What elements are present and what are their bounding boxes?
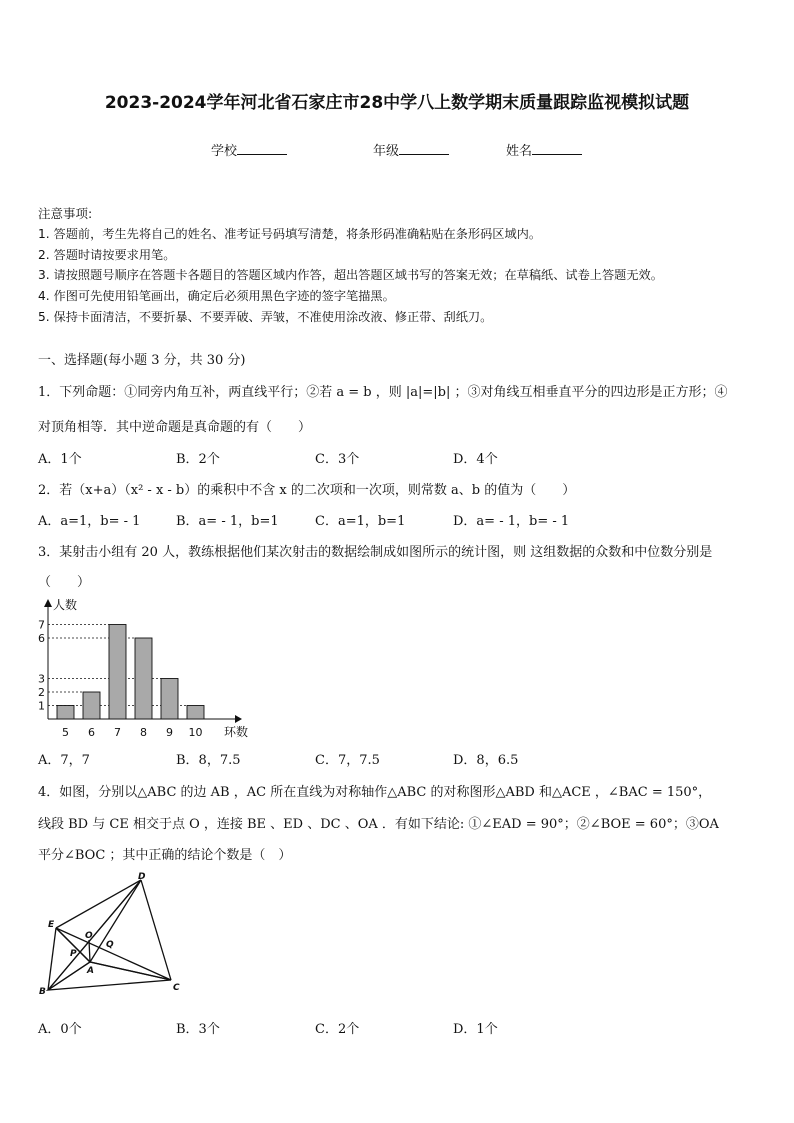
q1-stem: 1．下列命题：①同旁内角互补，两直线平行；②若 a = b ，则 |a|=|b| ；③对角线互相垂直平分的四边形是正方形；④ bbox=[38, 385, 728, 400]
y-axis-arrow bbox=[44, 599, 52, 607]
q3-option-a: A．7，7 bbox=[38, 753, 90, 768]
grade-field bbox=[373, 140, 449, 159]
y-tick-label: 6 bbox=[38, 632, 45, 645]
label-q: Q bbox=[106, 940, 114, 950]
label-a: A bbox=[87, 966, 94, 976]
x-tick-label: 6 bbox=[88, 726, 95, 739]
label-c: C bbox=[173, 983, 180, 993]
x-tick-label: 8 bbox=[140, 726, 147, 739]
q1-stem-cont: 对顶角相等．其中逆命题是真命题的有（ ） bbox=[38, 420, 312, 435]
notice-item: 3. 请按照题号顺序在答题卡各题目的答题区域内作答，超出答题区域书写的答案无效；在草稿纸、试卷上答题无效。 bbox=[38, 268, 663, 282]
q4-stem: 4．如图，分别以△ABC 的边 AB ，AC 所在直线为对称轴作△ABC 的对称图形△ABD 和△ACE ，∠BAC = 150°， bbox=[38, 785, 712, 800]
segment-ed bbox=[56, 880, 141, 928]
q1-option-d: D．4个 bbox=[453, 452, 498, 467]
q2-option-c: C．a=1，b=1 bbox=[315, 514, 406, 529]
school-label: 学校 bbox=[211, 144, 238, 159]
q3-stem: 3．某射击小组有 20 人，教练根据他们某次射击的数据绘制成如图所示的统计图，则 这组数据的众数和中位数分别是 bbox=[38, 545, 713, 560]
name-field bbox=[506, 140, 582, 159]
label-p: P bbox=[70, 949, 77, 959]
y-tick-label: 2 bbox=[38, 686, 45, 699]
y-tick-label: 3 bbox=[38, 672, 45, 686]
geometry-figure bbox=[34, 870, 194, 1000]
q3-stem-cont: （ ） bbox=[38, 575, 91, 590]
name-blank bbox=[532, 142, 582, 155]
q4-option-d: D．1个 bbox=[453, 1022, 498, 1037]
q4-option-a: A．0个 bbox=[38, 1022, 82, 1037]
q1-option-c: C．3个 bbox=[315, 452, 360, 467]
notice-item: 4. 作图可先使用铅笔画出，确定后必须用黑色字迹的签字笔描黑。 bbox=[38, 289, 395, 303]
q1-option-a: A．1个 bbox=[38, 452, 82, 467]
x-axis-arrow bbox=[235, 715, 242, 723]
y-axis-label: 人数 bbox=[53, 598, 78, 612]
school-blank bbox=[237, 142, 287, 155]
x-axis-label: 环数 bbox=[224, 725, 249, 739]
notice-heading: 注意事项: bbox=[38, 206, 93, 221]
label-b: B bbox=[39, 987, 46, 997]
y-tick-label: 1 bbox=[38, 699, 45, 713]
bar bbox=[83, 692, 100, 719]
bar bbox=[109, 625, 126, 720]
q2-stem: 2．若（x+a）（x² - x - b）的乘积中不含 x 的二次项和一次项，则常数 a、b 的值为（ ） bbox=[38, 483, 576, 498]
q3-option-b: B．8，7.5 bbox=[176, 753, 241, 768]
q1-option-b: B．2个 bbox=[176, 452, 220, 467]
q2-option-a: A．a=1，b= - 1 bbox=[38, 514, 141, 529]
label-d: D bbox=[138, 872, 146, 882]
label-e: E bbox=[48, 920, 55, 930]
notice-item: 2. 答题时请按要求用笔。 bbox=[38, 248, 176, 262]
name-label: 姓名 bbox=[506, 144, 533, 159]
q4-option-c: C．2个 bbox=[315, 1022, 360, 1037]
segment-bd bbox=[48, 880, 141, 990]
q4-option-b: B．3个 bbox=[176, 1022, 220, 1037]
label-o: O bbox=[85, 931, 93, 941]
section-heading: 一、选择题(每小题 3 分，共 30 分) bbox=[38, 353, 246, 368]
q3-option-d: D．8，6.5 bbox=[453, 753, 519, 768]
x-tick-label: 5 bbox=[62, 726, 69, 739]
bar bbox=[187, 706, 204, 720]
bar bbox=[57, 706, 74, 720]
segment-dc bbox=[141, 880, 171, 980]
notice-item: 5. 保持卡面清洁，不要折暴、不要弄破、弄皱，不准使用涂改液、修正带、刮纸刀。 bbox=[38, 310, 493, 324]
segment-be bbox=[48, 928, 56, 990]
notice-item: 1. 答题前，考生先将自己的姓名、准考证号码填写清楚，将条形码准确粘贴在条形码区域内。 bbox=[38, 227, 542, 241]
x-tick-label: 7 bbox=[114, 726, 121, 739]
q4-stem-cont: 线段 BD 与 CE 相交于点 O ，连接 BE 、ED 、DC 、OA ．有如下结论: ①∠EAD = 90°；②∠BOE = 60°；③OA bbox=[38, 817, 719, 832]
grade-label: 年级 bbox=[373, 144, 400, 159]
bar-chart bbox=[30, 595, 250, 745]
bar bbox=[135, 638, 152, 719]
chart-layer bbox=[38, 597, 248, 739]
x-tick-label: 10 bbox=[188, 726, 203, 739]
q2-option-d: D．a= - 1，b= - 1 bbox=[453, 514, 570, 529]
q3-option-c: C．7，7.5 bbox=[315, 753, 380, 768]
grade-blank bbox=[399, 142, 449, 155]
q4-stem-cont2: 平分∠BOC ；其中正确的结论个数是（ ） bbox=[38, 848, 292, 863]
page-title: 2023-2024学年河北省石家庄市28中学八上数学期末质量跟踪监视模拟试题 bbox=[104, 93, 690, 113]
q2-option-b: B．a= - 1，b=1 bbox=[176, 514, 279, 529]
bar bbox=[161, 679, 178, 720]
y-tick-label: 7 bbox=[38, 618, 45, 632]
x-tick-label: 9 bbox=[166, 726, 173, 739]
school-field bbox=[211, 140, 287, 159]
